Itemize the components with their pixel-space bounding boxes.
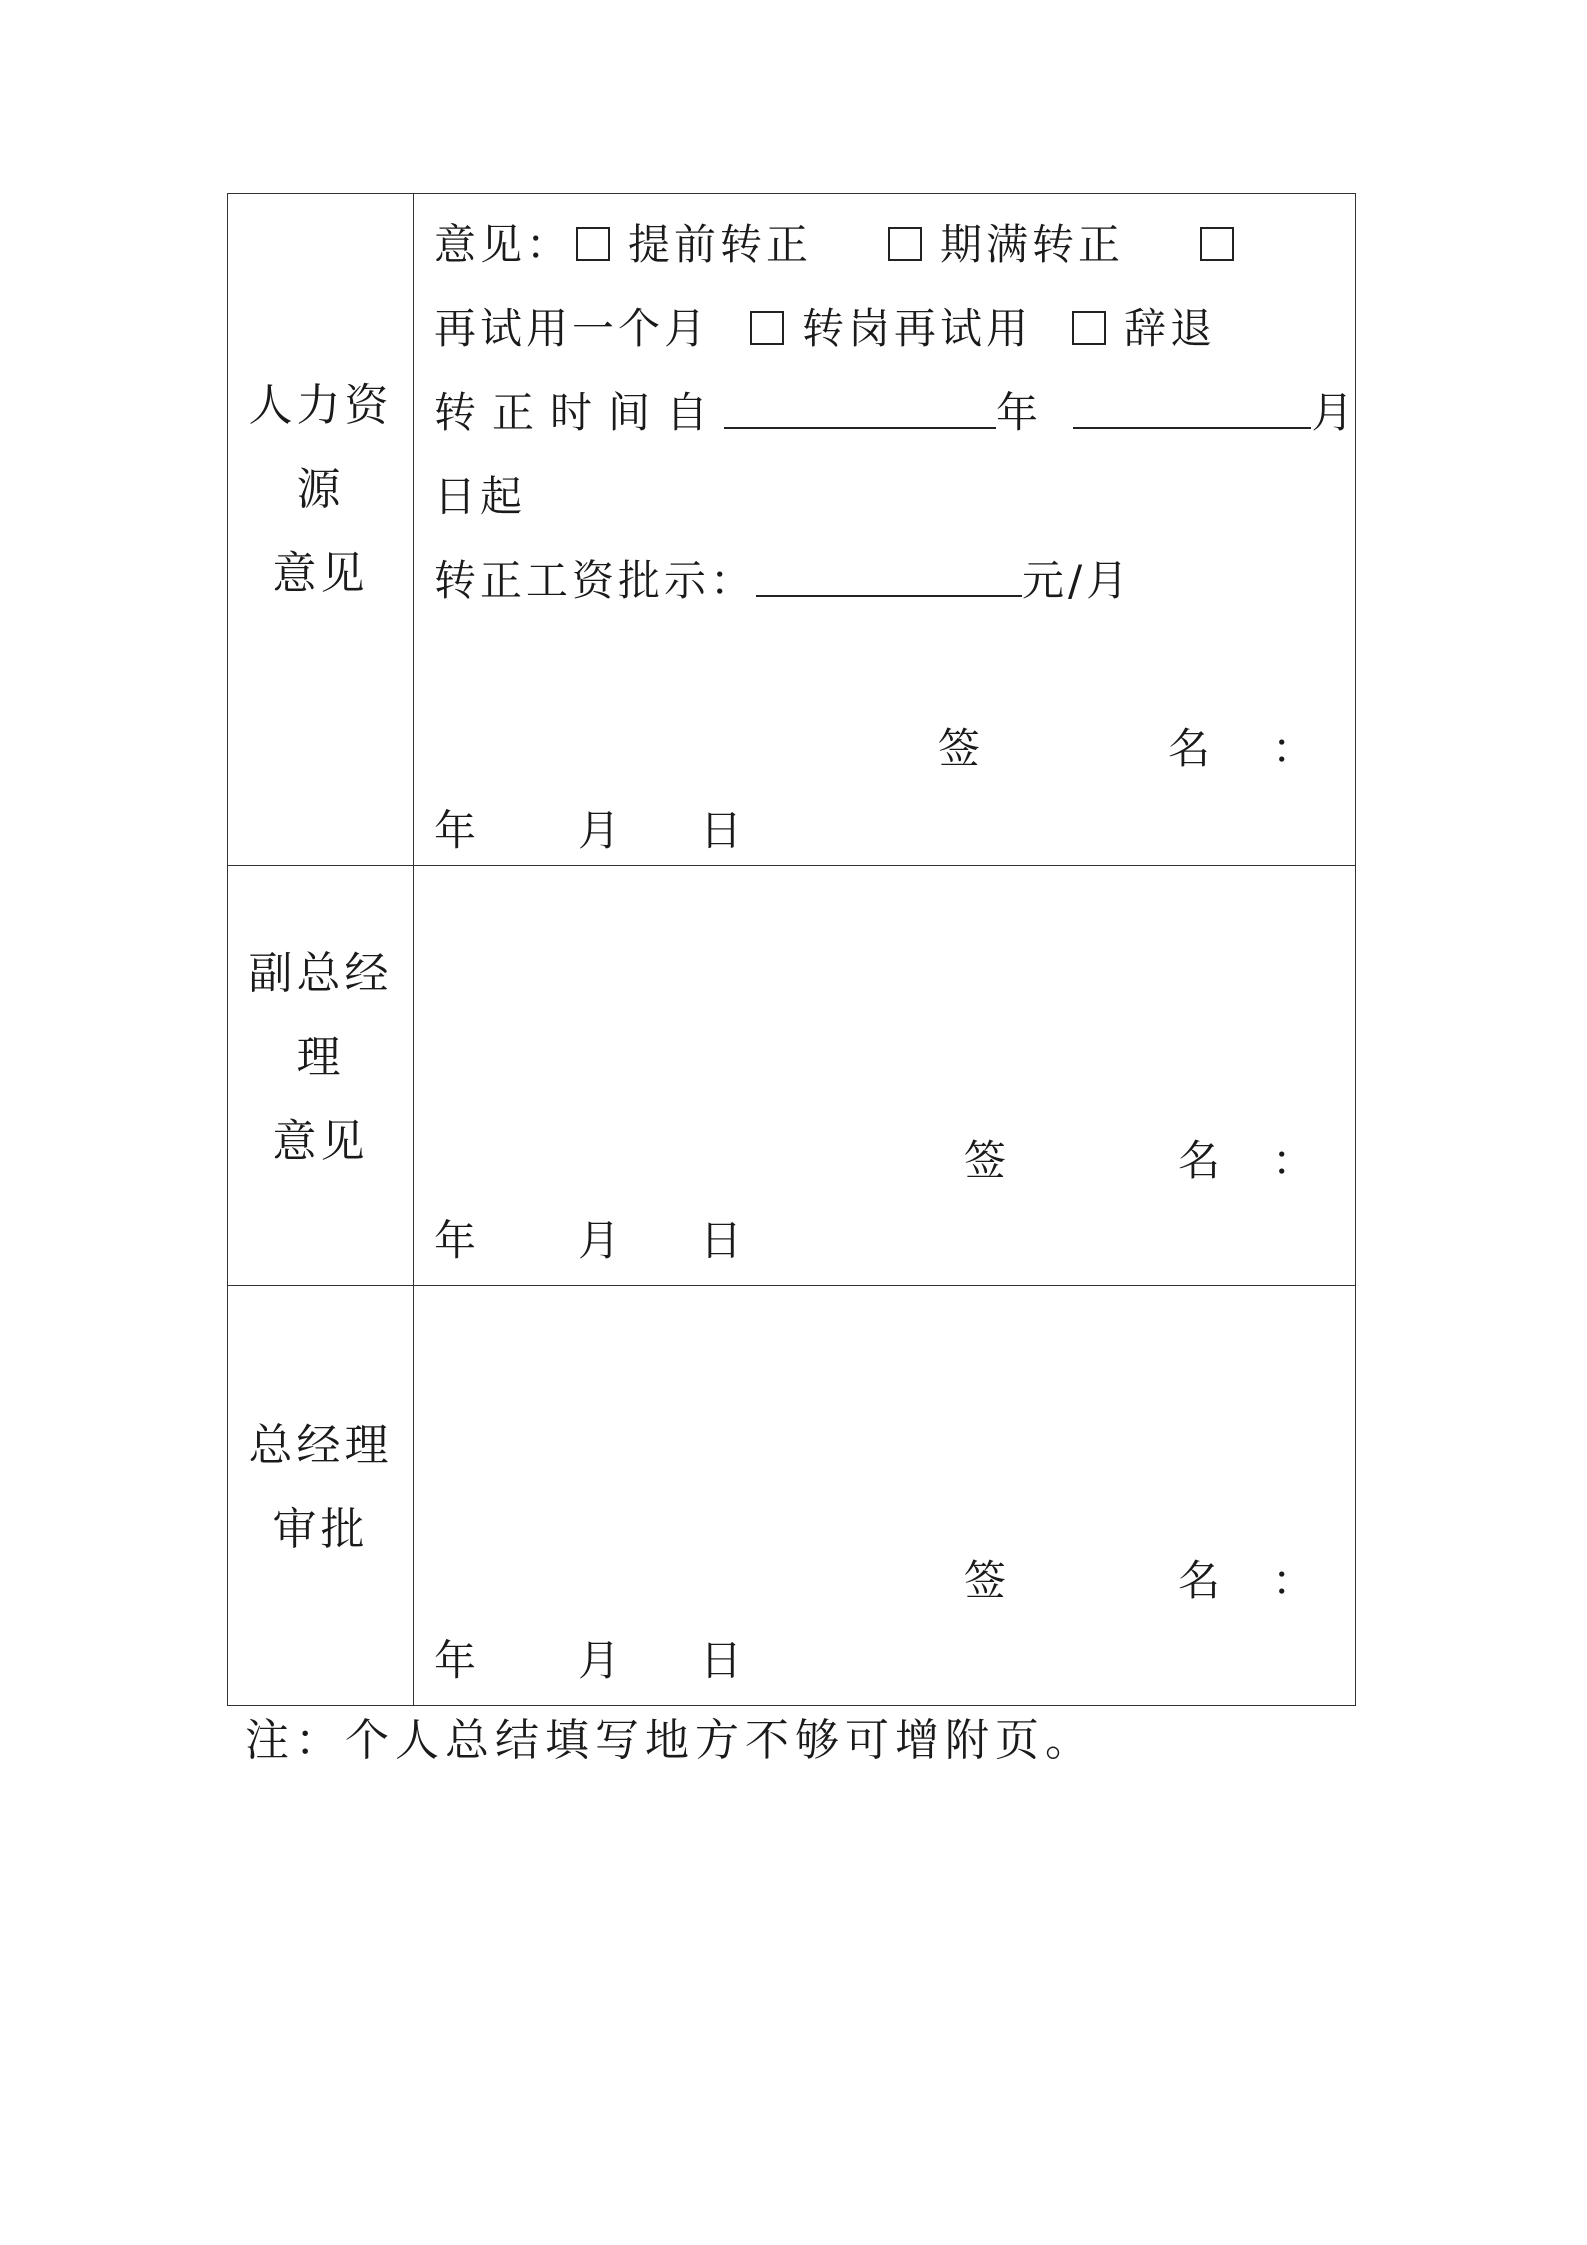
month-unit: 月	[1311, 388, 1358, 437]
year-unit: 年	[996, 388, 1043, 437]
time-prefix: 转正时间自	[434, 388, 725, 437]
footnote: 注：个人总结填写地方不够可增附页。	[245, 1715, 1095, 1766]
vice-gm-date-month: 月	[578, 1216, 625, 1265]
hr-date-month: 月	[578, 806, 625, 855]
hr-date-day: 日	[700, 806, 747, 855]
approval-form-table	[227, 193, 1356, 1706]
vice-gm-label: 副总经 理 意见	[248, 948, 393, 1167]
day-start: 日起	[434, 472, 527, 521]
vice-gm-name-label: 名	[1178, 1136, 1225, 1185]
gm-date-day: 日	[700, 1636, 747, 1685]
vice-gm-content-cell	[414, 866, 1356, 1286]
salary-prefix: 转正工资批示：	[434, 556, 757, 605]
gm-approval-row	[228, 1286, 1356, 1706]
hr-options-line-1	[434, 212, 1252, 272]
checkbox-early-regularization[interactable]	[576, 227, 610, 261]
month-blank[interactable]	[1073, 391, 1311, 429]
vice-gm-date-day: 日	[700, 1216, 747, 1265]
option-transfer-probation: 转岗再试用	[802, 304, 1033, 353]
option-extend-probation-month: 再试用一个月	[434, 304, 711, 353]
gm-sign-colon: ：	[1272, 1556, 1319, 1605]
hr-opinion-row	[228, 194, 1356, 866]
gm-label-cell	[228, 1286, 414, 1706]
gm-label: 总经理 审批	[248, 1420, 393, 1555]
vice-gm-sign-label: 签	[964, 1136, 1011, 1185]
salary-unit: 元/月	[1022, 556, 1133, 605]
gm-content-cell	[414, 1286, 1356, 1706]
gm-date-month: 月	[578, 1636, 625, 1685]
vice-gm-sign-colon: ：	[1272, 1136, 1319, 1185]
regularization-time-line	[434, 380, 1357, 440]
option-early-regularization: 提前转正	[628, 220, 813, 269]
opinion-prefix: 意见：	[434, 220, 573, 269]
salary-blank[interactable]	[756, 559, 1022, 597]
hr-name-label: 名	[1168, 724, 1215, 773]
hr-label: 人力资 源 意见	[248, 380, 393, 599]
hr-sign-label: 签	[938, 724, 985, 773]
vice-gm-date-year: 年	[434, 1216, 481, 1265]
gm-name-label: 名	[1178, 1556, 1225, 1605]
gm-sign-label: 签	[964, 1556, 1011, 1605]
salary-line	[434, 548, 1132, 608]
hr-sign-colon: ：	[1272, 724, 1319, 773]
option-regularization-on-term: 期满转正	[940, 220, 1125, 269]
year-blank[interactable]	[724, 391, 996, 429]
hr-date-year: 年	[434, 806, 481, 855]
checkbox-dismiss[interactable]	[1072, 311, 1106, 345]
vice-gm-label-cell	[228, 866, 414, 1286]
checkbox-transfer-probation[interactable]	[750, 311, 784, 345]
hr-content-cell	[414, 194, 1356, 866]
hr-label-cell	[228, 194, 414, 866]
day-start-line	[434, 464, 526, 524]
checkbox-extend-probation-month[interactable]	[1200, 227, 1234, 261]
checkbox-regularization-on-term[interactable]	[888, 227, 922, 261]
vice-gm-opinion-row	[228, 866, 1356, 1286]
option-dismiss: 辞退	[1124, 304, 1217, 353]
hr-options-line-2	[434, 296, 1216, 356]
gm-date-year: 年	[434, 1636, 481, 1685]
